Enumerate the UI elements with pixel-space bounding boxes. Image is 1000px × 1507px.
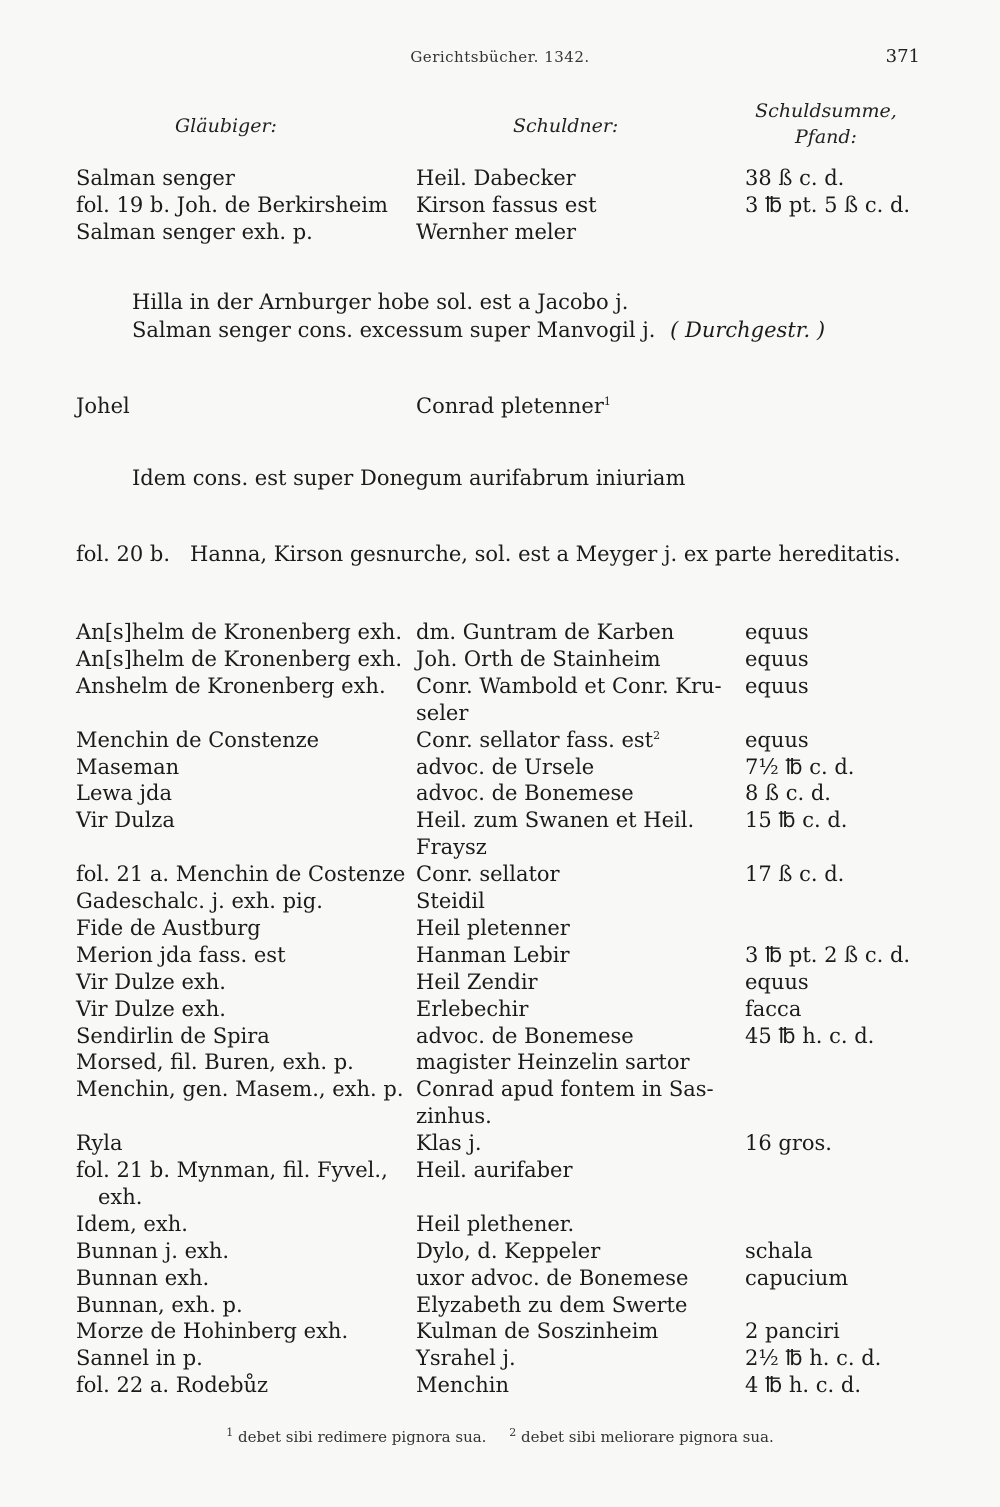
table-row xyxy=(0,1076,1000,1102)
table-row xyxy=(0,942,1000,968)
sum-cell: 3 ℔ pt. 5 ß c. d. xyxy=(745,193,911,217)
footnote-text: debet sibi redimere pignora sua. xyxy=(238,1428,487,1446)
column-header-creditor: Gläubiger: xyxy=(175,115,277,137)
debtor-name: Klas j. xyxy=(416,1131,482,1156)
footnote-1 xyxy=(226,1428,486,1446)
debtor-name: Steidil xyxy=(416,889,485,913)
creditor-cell: Morsed, fil. Buren, exh. p. xyxy=(76,1050,354,1075)
debtor-cell xyxy=(416,1076,714,1102)
table-row xyxy=(0,619,1000,645)
entry-paragraph: fol. 20 b. Hanna, Kirson gesnurche, sol. est a Meyger j. ex parte hereditatis. xyxy=(76,542,901,566)
table-row xyxy=(0,1049,1000,1075)
debtor-cell xyxy=(416,1372,509,1398)
debtor-name: Heil Zendir xyxy=(416,969,538,994)
creditor-cell: An[s]helm de Kronenberg exh. xyxy=(76,646,403,671)
debtor-cell xyxy=(416,1238,600,1264)
table-row xyxy=(0,780,1000,806)
debtor-cell xyxy=(416,754,594,780)
debtor-cell xyxy=(416,727,660,753)
debtor-cell xyxy=(416,646,661,672)
sum-cell: facca xyxy=(745,996,802,1021)
sum-cell: 16 gros. xyxy=(745,1131,832,1156)
sum-cell: 3 ℔ pt. 2 ß c. d. xyxy=(745,942,911,967)
debtor-cell xyxy=(416,1049,690,1075)
creditor-cell: fol. 19 b. Joh. de Berkirsheim xyxy=(76,193,388,217)
debtor-cell xyxy=(416,1103,492,1129)
column-header-sum-line2: Pfand: xyxy=(795,126,857,148)
table-row xyxy=(0,1318,1000,1344)
creditor-cell: Maseman xyxy=(76,754,180,779)
debtor-cell xyxy=(416,888,485,914)
table-row xyxy=(0,861,1000,887)
table-row xyxy=(0,915,1000,941)
table-row xyxy=(0,727,1000,753)
table-row xyxy=(0,969,1000,995)
table-row xyxy=(0,1372,1000,1398)
debtor-name: Conrad apud fontem in Sas- xyxy=(416,1077,714,1102)
debtor-name: magister Heinzelin sartor xyxy=(416,1050,690,1075)
sum-cell: 4 ℔ h. c. d. xyxy=(745,1373,861,1398)
debtor-name: Elyzabeth zu dem Swerte xyxy=(416,1292,688,1317)
debtor-name: Heil. zum Swanen et Heil. xyxy=(416,808,695,833)
footnote-2 xyxy=(509,1428,774,1446)
sum-cell: equus xyxy=(745,646,809,671)
debtor-name: dm. Guntram de Karben xyxy=(416,620,675,644)
sum-cell: equus xyxy=(745,727,809,752)
debtor-name: Conr. Wambold et Conr. Kru- xyxy=(416,673,722,698)
table-row xyxy=(0,1184,1000,1210)
creditor-cell: Menchin de Constenze xyxy=(76,727,320,752)
debtor-cell xyxy=(416,861,560,887)
table-row xyxy=(0,1265,1000,1291)
table-row xyxy=(0,996,1000,1022)
debtor-name: Conr. sellator xyxy=(416,862,560,887)
debtor-cell: Kirson fassus est xyxy=(416,193,597,217)
editorial-note: ( Durchgestr. ) xyxy=(670,318,826,342)
creditor-cell: Vir Dulza xyxy=(76,808,175,833)
debtor-name: seler xyxy=(416,700,469,725)
creditor-cell: Menchin, gen. Masem., exh. p. xyxy=(76,1077,404,1102)
creditor-cell: fol. 21 a. Menchin de Costenze xyxy=(76,862,406,887)
sum-cell: 45 ℔ h. c. d. xyxy=(745,1023,875,1048)
creditor-cell: Vir Dulze exh. xyxy=(76,996,226,1021)
footnotes xyxy=(0,1428,1000,1446)
table-row xyxy=(0,393,1000,419)
debtor-cell xyxy=(416,942,570,968)
table-row xyxy=(0,1023,1000,1049)
debtor-cell xyxy=(416,1130,482,1156)
column-header-sum-line1: Schuldsumme, xyxy=(755,100,897,122)
footnote-marker: 1 xyxy=(603,395,611,408)
table-row xyxy=(0,807,1000,833)
debtor-cell xyxy=(416,1318,658,1344)
debtor-name: Heil pletenner xyxy=(416,915,570,940)
creditor-cell: exh. xyxy=(98,1184,143,1209)
creditor-cell: Idem, exh. xyxy=(76,1211,188,1236)
table-row xyxy=(0,1292,1000,1318)
sum-cell: capucium xyxy=(745,1265,849,1290)
debtor-name: Conr. sellator fass. est xyxy=(416,727,654,752)
sum-cell: 8 ß c. d. xyxy=(745,781,831,806)
debtor-cell: Wernher meler xyxy=(416,220,577,244)
creditor-cell: Anshelm de Kronenberg exh. xyxy=(76,673,386,698)
debtor-name: Heil. aurifaber xyxy=(416,1158,573,1182)
debtor-name: Kulman de Soszinheim xyxy=(416,1319,659,1344)
debtor-cell xyxy=(416,1265,688,1291)
debtor-cell xyxy=(416,780,634,806)
table-row xyxy=(0,834,1000,860)
table-row xyxy=(0,754,1000,780)
debtor-name: Fraysz xyxy=(416,835,487,860)
table-row xyxy=(0,165,1000,191)
debtor-cell xyxy=(416,969,538,995)
running-title: Gerichtsbücher. 1342. xyxy=(410,48,590,66)
debtor-cell xyxy=(416,393,611,419)
creditor-cell: Bunnan exh. xyxy=(76,1265,210,1290)
sum-cell: equus xyxy=(745,620,809,644)
sum-cell: 2 panciri xyxy=(745,1319,840,1344)
sum-cell: schala xyxy=(745,1238,813,1263)
debtor-cell xyxy=(416,1157,573,1183)
creditor-cell: Vir Dulze exh. xyxy=(76,969,226,994)
table-row xyxy=(0,888,1000,914)
debtor-cell xyxy=(416,1345,516,1371)
table-row xyxy=(0,1238,1000,1264)
footnote-marker: 2 xyxy=(653,728,661,742)
debtor-cell xyxy=(416,996,528,1022)
creditor-cell: fol. 21 b. Mynman, fil. Fyvel., xyxy=(76,1158,388,1182)
sum-cell: 2½ ℔ h. c. d. xyxy=(745,1346,882,1371)
table-row xyxy=(0,219,1000,245)
debtor-name: Conrad pletenner xyxy=(416,394,604,418)
debtor-name: Heil plethener. xyxy=(416,1211,575,1236)
table-row xyxy=(0,1157,1000,1183)
table-row xyxy=(0,673,1000,699)
creditor-cell: Bunnan j. exh. xyxy=(76,1238,230,1263)
footnote-marker: 1 xyxy=(226,1426,234,1439)
creditor-cell: Johel xyxy=(76,394,130,418)
creditor-cell: Fide de Austburg xyxy=(76,915,261,940)
debtor-name: uxor advoc. de Bonemese xyxy=(416,1265,689,1290)
column-header-sum xyxy=(746,98,906,150)
creditor-cell: Salman senger exh. p. xyxy=(76,220,313,244)
footnote-text: debet sibi meliorare pignora sua. xyxy=(521,1428,774,1446)
footnote-marker: 2 xyxy=(509,1426,517,1439)
creditor-cell: Ryla xyxy=(76,1131,123,1156)
creditor-cell: Bunnan, exh. p. xyxy=(76,1292,243,1317)
table-row xyxy=(0,1130,1000,1156)
sum-cell: 38 ß c. d. xyxy=(745,166,845,190)
table-row xyxy=(0,700,1000,726)
table-row xyxy=(0,1211,1000,1237)
sum-cell: equus xyxy=(745,673,809,698)
debtor-name: zinhus. xyxy=(416,1104,492,1129)
creditor-cell: fol. 22 a. Rodebůz xyxy=(76,1373,269,1398)
debtor-cell xyxy=(416,1292,687,1318)
column-header-debtor: Schuldner: xyxy=(513,115,619,137)
table-row xyxy=(0,646,1000,672)
entry-paragraph xyxy=(132,317,825,343)
table-row xyxy=(0,1345,1000,1371)
debtor-name: advoc. de Ursele xyxy=(416,754,595,779)
debtor-cell xyxy=(416,1023,634,1049)
debtor-cell xyxy=(416,619,674,645)
creditor-cell: Salman senger xyxy=(76,166,235,190)
table-row xyxy=(0,192,1000,218)
debtor-name: Menchin xyxy=(416,1373,509,1398)
entry-paragraph: Hilla in der Arnburger hobe sol. est a Jacobo j. xyxy=(132,290,629,314)
debtor-cell xyxy=(416,807,694,833)
debtor-cell xyxy=(416,834,487,860)
debtor-name: Dylo, d. Keppeler xyxy=(416,1238,601,1263)
sum-cell: 17 ß c. d. xyxy=(745,862,845,887)
creditor-cell: Merion jda fass. est xyxy=(76,942,286,967)
creditor-cell: Sannel in p. xyxy=(76,1346,203,1371)
creditor-cell: Lewa jda xyxy=(76,781,173,806)
creditor-cell: Morze de Hohinberg exh. xyxy=(76,1319,349,1344)
creditor-cell: Sendirlin de Spira xyxy=(76,1023,270,1048)
debtor-cell xyxy=(416,915,570,941)
table-row xyxy=(0,1103,1000,1129)
page-number: 371 xyxy=(885,46,920,67)
entry-paragraph: Idem cons. est super Donegum aurifabrum iniuriam xyxy=(132,466,686,490)
entry-text: Salman senger cons. excessum super Manvogil j. xyxy=(132,318,656,342)
debtor-name: Hanman Lebir xyxy=(416,942,570,967)
debtor-name: Ysrahel j. xyxy=(416,1346,516,1371)
debtor-cell xyxy=(416,1211,574,1237)
sum-cell: 15 ℔ c. d. xyxy=(745,808,848,833)
creditor-cell: Gadeschalc. j. exh. pig. xyxy=(76,889,323,913)
debtor-name: Erlebechir xyxy=(416,996,529,1021)
debtor-name: Joh. Orth de Stainheim xyxy=(416,646,661,671)
debtor-name: advoc. de Bonemese xyxy=(416,781,634,806)
creditor-cell: An[s]helm de Kronenberg exh. xyxy=(76,620,403,644)
debtor-name: advoc. de Bonemese xyxy=(416,1023,634,1048)
sum-cell: equus xyxy=(745,969,809,994)
debtor-cell: Heil. Dabecker xyxy=(416,166,576,190)
debtor-cell xyxy=(416,700,468,726)
debtor-cell xyxy=(416,673,722,699)
sum-cell: 7½ ℔ c. d. xyxy=(745,754,855,779)
